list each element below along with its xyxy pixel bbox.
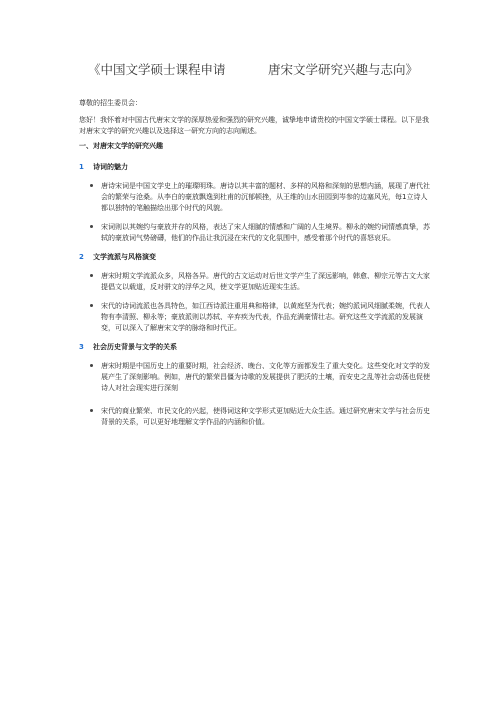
section-1 bbox=[79, 162, 431, 244]
section-title: 诗词的魅力 bbox=[93, 163, 128, 171]
bullet-icon bbox=[90, 304, 93, 307]
bullet-text: 宋代的诗词流派也各具特色，如江西诗派注重用典和格律，以黄庭坚为代表；婉约派词风细腻柔婉，代表人物有李清照、柳永等；豪放派则以苏轼、辛弃疾为代表，作品充满豪情壮志。研究这些文学流派的发展演变，可以深入了解唐宋文学的脉络和时代正。 bbox=[101, 302, 430, 332]
bullet-text: 宋词则以其婉约与豪放并存的风格，表达了宋人细腻的情感和广阔的人生境界。柳永的婉约词情感真挚，苏轼的豪放词气势磅礴，他们的作品让我沉浸在宋代的文化氛围中，感受着那个时代的喜怒哀乐。 bbox=[101, 223, 430, 242]
bullet-item bbox=[101, 181, 431, 214]
bullet-text: 唐宋时期文学流派众多，风格各异。唐代的古文运动对后世文学产生了深远影响，韩愈、柳宗元等古文大家提倡文以载道，反对骈文的浮华之风，使文学更加贴近现实生活。 bbox=[101, 272, 430, 291]
bullet-item bbox=[101, 222, 431, 244]
bullet-icon bbox=[90, 184, 93, 187]
bullet-item bbox=[101, 301, 431, 334]
bullet-text: 唐诗宋词是中国文学史上的璀璨明珠。唐诗以其丰富的题材、多样的风格和深刻的思想内涵，展现了唐代社会的繁荣与沧桑。从李白的豪放飘逸到杜甫的沉郁顿挫，从王维的山水田园到岑参的边塞风光，每1立诗人都以独特的笔触描绘出那个时代的风貌。 bbox=[101, 182, 430, 212]
bullet-item bbox=[101, 271, 431, 293]
section-2 bbox=[79, 252, 431, 334]
document-body bbox=[79, 98, 431, 436]
title-right: 唐宋文学研究兴趣与志向》 bbox=[268, 62, 419, 77]
bullet-icon bbox=[90, 409, 93, 412]
bullet-icon bbox=[90, 225, 93, 228]
section-number: 1 bbox=[79, 163, 84, 171]
bullet-item bbox=[101, 361, 431, 394]
bullet-item bbox=[101, 406, 431, 428]
title-left: 《中国文学硕士课程申请 bbox=[88, 62, 226, 77]
section-heading: 一、对唐宋文学的研究兴趣 bbox=[79, 142, 163, 150]
bullet-icon bbox=[90, 364, 93, 367]
section-title: 文学流派与风格演变 bbox=[93, 253, 156, 261]
section-3 bbox=[79, 342, 431, 428]
intro-paragraph: 您好！我怀着对中国古代唐宋文学的深厚热爱和强烈的研究兴趣，诚挚地申请贵校的中国文学硕士课程。以下是我对唐宋文学的研究兴趣以及选择这一研究方向的志向阐述。 bbox=[79, 116, 429, 135]
bullet-text: 宋代的商业繁荣、市民文化的兴起，使得词这种文学形式更加贴近大众生活。通过研究唐宋文学与社会历史背景的关系，可以更好地理解文学作品的内涵和价值。 bbox=[101, 407, 430, 426]
section-number: 3 bbox=[79, 343, 84, 351]
salutation: 尊敬的招生委员会： bbox=[79, 99, 142, 107]
bullet-icon bbox=[90, 274, 93, 277]
bullet-text: 唐宋时期是中国历史上的重要时期，社会经济、晚台、文化等方面都发生了重大变化。这些变化对文学的发展产生了深刻影响。例如，唐代的繁荣昌僵为诗歌的发展提供了肥沃的土壤，而安史之乱等社会动荡也促使诗人对社会现实进行深刻 bbox=[101, 362, 430, 392]
section-number: 2 bbox=[79, 253, 84, 261]
section-title: 社会历史背景与文学的关系 bbox=[93, 343, 177, 351]
